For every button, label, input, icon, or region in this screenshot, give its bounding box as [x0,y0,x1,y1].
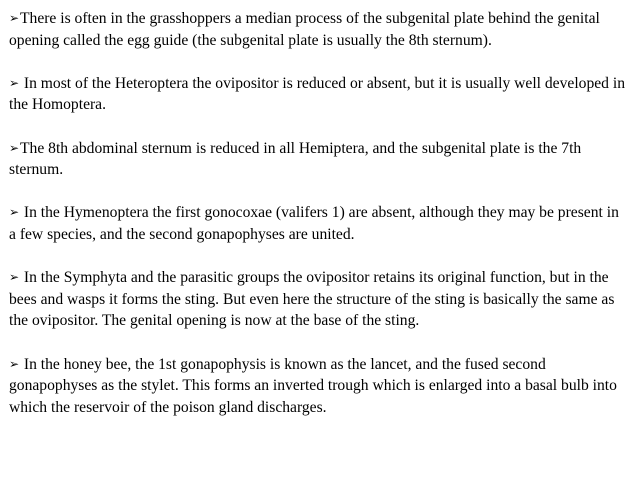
bullet-paragraph [9,267,629,332]
paragraph-text: There is often in the grasshoppers a median process of the subgenital plate behind the genital opening called the egg guide (the subgenital plate is usually the 8th sternum). [9,10,600,49]
paragraph-text: The 8th abdominal sternum is reduced in all Hemiptera, and the subgenital plate is the 7th sternum. [9,139,582,179]
arrow-bullet-icon: ➢ [9,75,20,90]
arrow-bullet-icon: ➢ [9,140,20,155]
slide-body [9,8,629,418]
paragraph-text: In the honey bee, the 1st gonapophysis is known as the lancet, and the fused second gonapophyses as the stylet. This forms an inverted trough which is enlarged into a basal bulb into which the reservoir of the poison gland discharges. [9,355,617,416]
arrow-bullet-icon: ➢ [9,205,20,220]
bullet-paragraph [9,8,629,51]
arrow-bullet-icon: ➢ [9,356,20,371]
bullet-paragraph [9,138,629,181]
bullet-paragraph [9,354,629,419]
paragraph-text: In most of the Heteroptera the ovipositor is reduced or absent, but it is usually well developed in the Homoptera. [9,74,625,114]
arrow-bullet-icon: ➢ [9,270,20,285]
bullet-paragraph [9,202,629,245]
paragraph-text: In the Symphyta and the parasitic groups the ovipositor retains its original function, but in the bees and wasps it forms the sting. But even here the structure of the sting is basically the same as the ovipositor. The genital opening is now at the base of the sting. [9,269,615,330]
paragraph-text: In the Hymenoptera the first gonocoxae (valifers 1) are absent, although they may be present in a few species, and the second gonapophyses are united. [9,204,619,243]
arrow-bullet-icon: ➢ [9,11,20,25]
bullet-paragraph [9,73,629,116]
